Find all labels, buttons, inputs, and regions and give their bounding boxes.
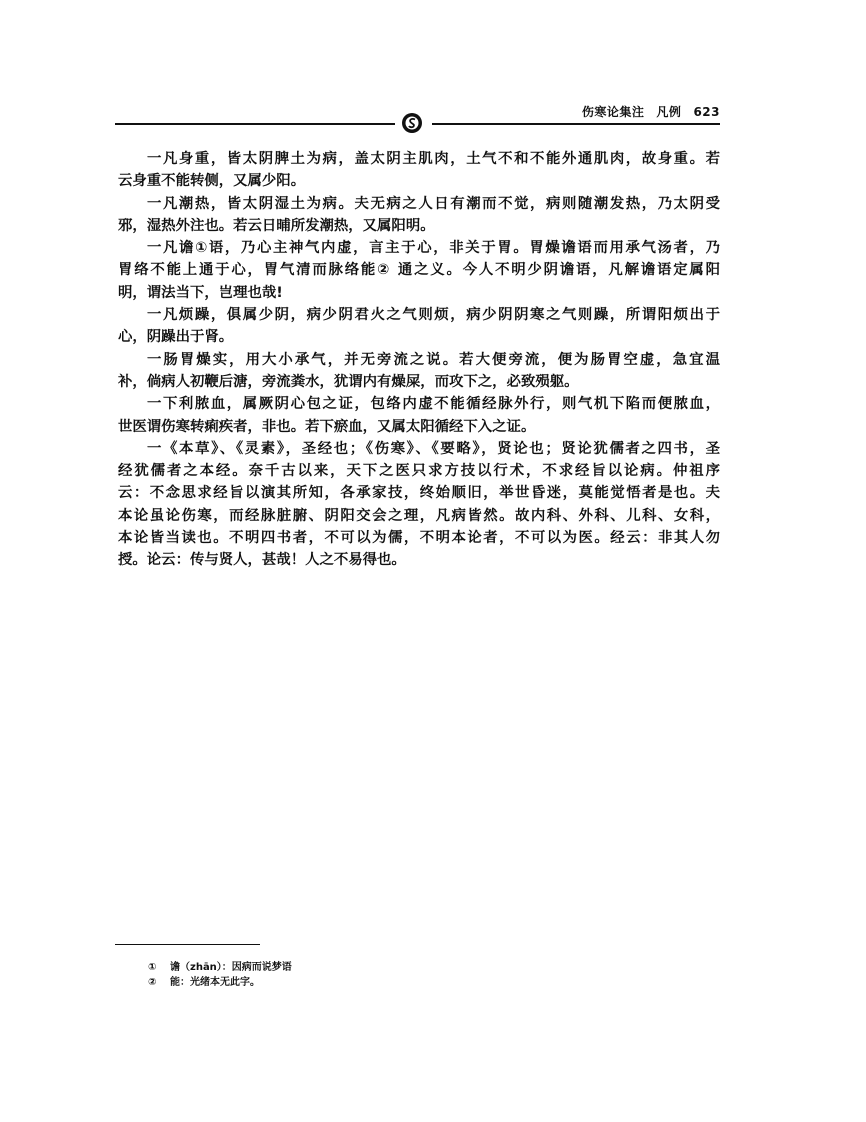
book-title: 伤寒论集注: [581, 105, 645, 119]
paragraph-line: 胃络不能上通于心，胃气清而脉络能② 通之义。今人不明少阴谵语，凡解谵语定属阳: [118, 262, 720, 279]
paragraph-line: 一肠胃燥实，用大小承气，并无旁流之说。若大便旁流，便为肠胃空虚，急宜温: [147, 351, 720, 368]
header-rule-right: [432, 123, 720, 125]
paragraph-line: 一凡身重，皆太阴脾土为病，盖太阴主肌肉，土气不和不能外通肌肉，故身重。若: [147, 151, 720, 167]
paragraph-line: 一凡谵①语，乃心主神气内虚，言主于心，非关于胃。胃燥谵语而用承气汤者，乃: [147, 240, 720, 257]
paragraph-line: 本论皆当读也。不明四书者，不可以为儒，不明本论者，不可以为医。经云：非其人勿: [118, 530, 720, 547]
paragraph-line: 一凡烦躁，俱属少阴，病少阴君火之气则烦，病少阴阴寒之气则躁，所谓阳烦出于: [147, 307, 720, 324]
paragraph-line: 云：不念思求经旨以演其所知，各承家技，终始顺旧，举世昏迷，莫能觉悟者是也。夫: [118, 485, 720, 502]
paragraph-line: 本论虽论伤寒，而经脉脏腑、阴阳交会之理，凡病皆然。故内科、外科、儿科、女科，: [118, 507, 720, 524]
paragraph-line: 一凡潮热，皆太阴湿土为病。夫无病之人日有潮而不觉，病则随潮发热，乃太阴受: [147, 195, 720, 212]
paragraph-line: 云身重不能转侧，又属少阳。: [118, 173, 306, 190]
paragraph-line: 经犹儒者之本经。奈千古以来，天下之医只求方技以行术，不求经旨以论病。仲祖序: [118, 463, 720, 480]
footnote-text: 能：光绪本无此字。: [170, 977, 260, 988]
page-number: 623: [693, 105, 720, 119]
footnote-1: [148, 958, 292, 973]
paragraph-line: 一《本草》、《灵素》，圣经也；《伤寒》、《要略》，贤论也；贤论犹儒者之四书，圣: [147, 440, 720, 457]
body-text: [118, 148, 720, 572]
footnote-2: [148, 973, 260, 988]
header-rule-left: [115, 123, 395, 125]
footnote-marker: ①: [148, 962, 157, 973]
paragraph-line: 授。论云：传与贤人，甚哉！人之不易得也。: [118, 552, 406, 569]
section-title: 凡例: [656, 105, 682, 119]
publisher-logo-icon: [401, 112, 423, 134]
running-header: [570, 103, 720, 120]
paragraph-line: 明，谓法当下，岂理也哉!: [118, 284, 283, 301]
paragraph-line: 补，倘病人初鞭后溏，旁流粪水，犹谓内有燥屎，而攻下之，必致殒躯。: [118, 373, 579, 390]
footnote-text: 谵（zhān）：因病而说梦语: [170, 962, 292, 973]
footnote-rule: [115, 944, 260, 945]
footnote-marker: ②: [148, 977, 157, 988]
paragraph-line: 世医谓伤寒转痢疾者，非也。若下瘀血，又属太阳循经下入之证。: [118, 418, 536, 435]
paragraph-line: 邪，湿热外注也。若云日晡所发潮热，又属阳明。: [118, 217, 435, 234]
paragraph-line: 一下利脓血，属厥阴心包之证，包络内虚不能循经脉外行，则气机下陷而便脓血，: [147, 396, 720, 413]
paragraph-line: 心，阴躁出于肾。: [118, 329, 234, 346]
